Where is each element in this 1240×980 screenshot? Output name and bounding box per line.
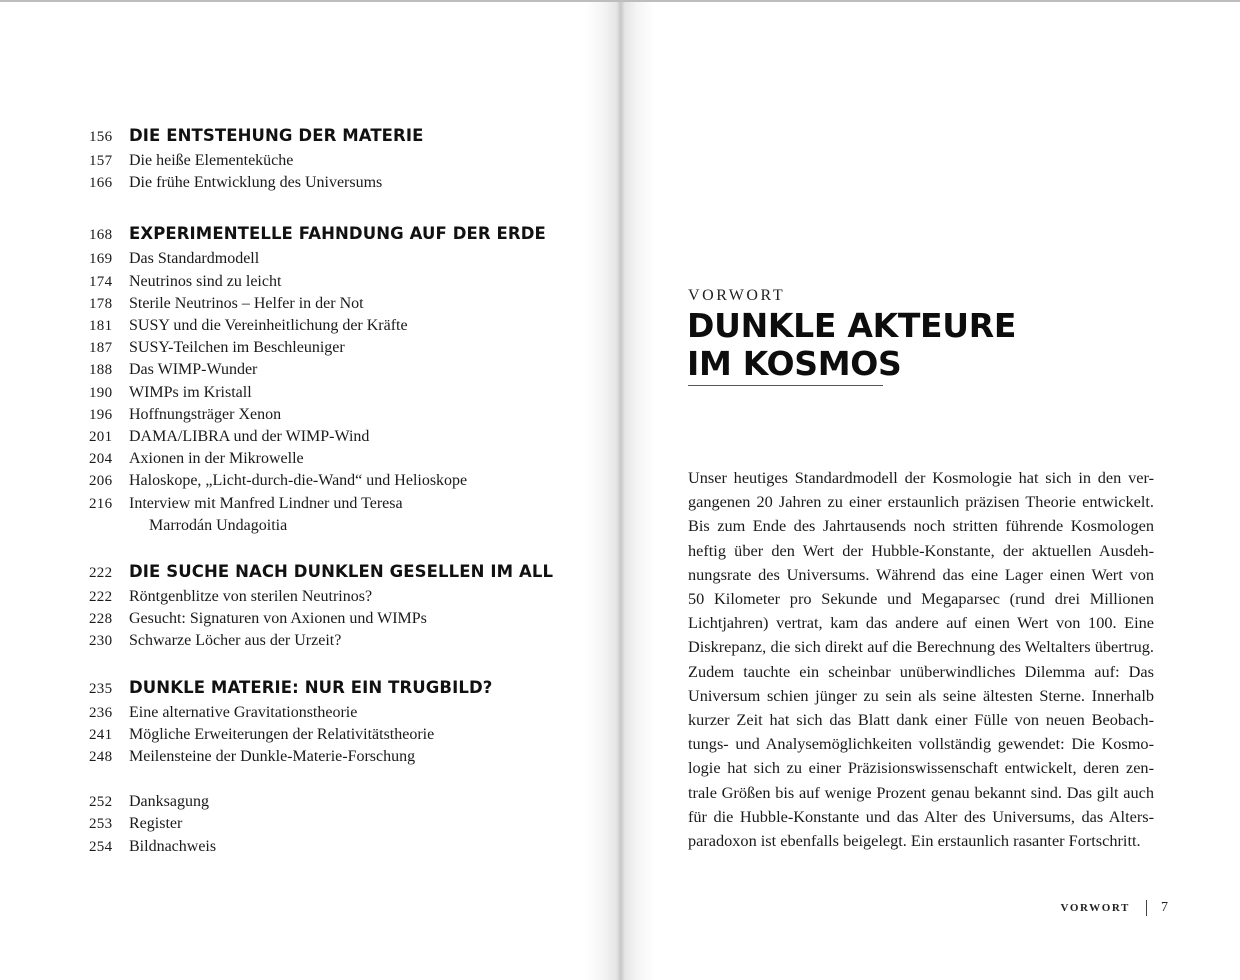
body-text-line: Bis zum Ende des Jahrtausends noch stritten führende Kosmologen xyxy=(688,516,1154,536)
running-head: VORWORT xyxy=(1060,902,1130,914)
toc-entry-title-text: Interview mit Manfred Lindner und Teresa xyxy=(129,494,403,512)
toc-page-number: 235 xyxy=(89,680,113,697)
toc-entry-title xyxy=(129,172,569,194)
toc-entry-title xyxy=(129,470,569,492)
toc-entry[interactable] xyxy=(89,813,569,835)
toc-page-number: 169 xyxy=(89,251,113,268)
toc-entry-title xyxy=(129,337,569,359)
toc-entry-title xyxy=(129,608,569,630)
toc-entry[interactable] xyxy=(89,359,569,381)
toc-page-number: 222 xyxy=(89,565,113,582)
toc-page-number: 157 xyxy=(89,153,113,169)
toc-section-heading[interactable] xyxy=(89,124,569,149)
toc-page-number: 156 xyxy=(89,129,113,145)
toc-page-number: 236 xyxy=(89,704,113,721)
toc-heading-title: DUNKLE MATERIE: NUR EIN TRUGBILD? xyxy=(129,677,493,697)
toc-entry[interactable] xyxy=(89,315,569,337)
toc-entry-title xyxy=(129,836,569,858)
toc-entry-title xyxy=(129,359,569,381)
toc-section xyxy=(89,676,569,769)
toc-heading-title: EXPERIMENTELLE FAHNDUNG AUF DER ERDE xyxy=(129,224,546,244)
toc-section xyxy=(89,560,569,653)
toc-entry[interactable] xyxy=(89,248,569,270)
toc-entry[interactable] xyxy=(89,293,569,315)
toc-page-number: 166 xyxy=(89,175,113,192)
toc-entry-title-text: Das Standardmodell xyxy=(129,250,260,268)
toc-entry[interactable] xyxy=(89,382,569,404)
chapter-title xyxy=(687,307,1016,383)
toc-entry[interactable] xyxy=(89,448,569,470)
toc-entry[interactable] xyxy=(89,426,569,448)
toc-entry-title-text: Sterile Neutrinos – Helfer in der Not xyxy=(129,294,364,312)
toc-entry-title xyxy=(129,382,569,404)
toc-entry[interactable] xyxy=(89,172,569,194)
toc-page-number: 253 xyxy=(89,816,113,833)
chapter-label: VORWORT xyxy=(688,287,786,304)
chapter-title-line-1: DUNKLE AKTEURE xyxy=(687,306,1017,345)
toc-page-number: 252 xyxy=(89,794,113,811)
toc-entry[interactable] xyxy=(89,337,569,359)
toc-entry[interactable] xyxy=(89,724,569,746)
toc-section-heading[interactable] xyxy=(89,560,569,585)
body-text-line: tungs- und Analysemöglichkeiten vollständig gewendet: Die Kosmo- xyxy=(688,734,1154,754)
toc-section xyxy=(89,791,569,858)
toc-section xyxy=(89,222,569,537)
body-text-line: Diskrepanz, die sich direkt auf die Berechnung des Weltalters übertrug. xyxy=(688,637,1154,657)
toc-section xyxy=(89,124,569,194)
page-footer xyxy=(1061,900,1169,916)
toc-entry-title xyxy=(129,271,569,293)
toc-entry-title xyxy=(129,248,569,270)
toc-entry-title-text: Gesucht: Signaturen von Axionen und WIMPs xyxy=(129,610,427,628)
toc-entry-title xyxy=(129,702,569,724)
toc-page-number: 248 xyxy=(89,749,113,766)
toc-entry-title xyxy=(129,746,569,768)
toc-entry[interactable] xyxy=(89,630,569,652)
body-text-line: Universum schien jünger zu sein als seine ältesten Sterne. Innerhalb xyxy=(688,685,1154,705)
page-number: 7 xyxy=(1161,900,1168,915)
toc-entry-title xyxy=(129,791,569,813)
toc-page-number: 228 xyxy=(89,611,113,628)
toc-heading-title: DIE ENTSTEHUNG DER MATERIE xyxy=(129,126,424,145)
toc-page-number: 187 xyxy=(89,340,113,357)
body-text-line: für die Hubble-Konstante und das Alter des Universums, das Alters- xyxy=(688,806,1154,826)
toc-entry-title-text: WIMPs im Kristall xyxy=(129,383,252,401)
toc-page-number: 254 xyxy=(89,838,113,855)
body-text-line: 50 Kilometer pro Sekunde und Megaparsec (rund drei Millionen xyxy=(688,589,1154,609)
toc-heading-title: DIE SUCHE NACH DUNKLEN GESELLEN IM ALL xyxy=(129,562,554,582)
toc-entry[interactable] xyxy=(89,746,569,768)
toc-entry-title-text: Die frühe Entwicklung des Universums xyxy=(129,174,383,192)
toc-entry-title xyxy=(129,586,569,608)
toc-entry[interactable] xyxy=(89,586,569,608)
toc-entry[interactable] xyxy=(89,493,569,537)
title-underline-rule xyxy=(688,385,883,386)
body-text-line: logie hat sich zu einer Präzisionswissenschaft entwickelt, deren zen- xyxy=(688,758,1154,778)
toc-entry-title-text: Hoffnungsträger Xenon xyxy=(129,405,282,423)
toc-entry-title-continuation: Marrodán Undagoitia xyxy=(149,516,288,534)
toc-page-number: 206 xyxy=(89,473,113,490)
toc-entry-title-text: Register xyxy=(129,815,183,833)
toc-page-number: 241 xyxy=(89,726,113,743)
toc-entry-title-text: Schwarze Löcher aus der Urzeit? xyxy=(129,632,342,650)
toc-entry-title-text: Mögliche Erweiterungen der Relativitätstheorie xyxy=(129,725,435,743)
toc-entry-title-text: SUSY und die Vereinheitlichung der Kräfte xyxy=(129,317,408,335)
toc-entry-title xyxy=(129,315,569,337)
toc-section-heading[interactable] xyxy=(89,676,569,701)
toc-page-number: 190 xyxy=(89,384,113,401)
body-text-line: Lichtjahren) vertrat, kam das andere auf einen Wert von 100. Eine xyxy=(688,613,1154,633)
toc-entry[interactable] xyxy=(89,150,569,172)
toc-entry[interactable] xyxy=(89,702,569,724)
footer-separator xyxy=(1146,900,1147,916)
toc-entry-title-text: DAMA/LIBRA und der WIMP-Wind xyxy=(129,428,370,446)
toc-page-number: 222 xyxy=(89,589,113,606)
body-text-line: paradoxon ist ebenfalls beigelegt. Ein erstaunlich rasanter Fortschritt. xyxy=(688,831,1141,851)
toc-entry-title-text: Eine alternative Gravitationstheorie xyxy=(129,703,358,721)
book-gutter-shadow xyxy=(585,2,655,980)
body-text-line: kurzer Zeit hat sich das Blatt dank einer Fülle von neuen Beobach- xyxy=(688,710,1154,730)
toc-entry-title-text: Haloskope, „Licht-durch-die-Wand“ und Helioskope xyxy=(129,472,468,490)
toc-entry-title xyxy=(129,448,569,470)
body-text-line: Unser heutiges Standardmodell der Kosmologie hat sich in den ver- xyxy=(688,468,1154,487)
toc-entry-title-text: SUSY-Teilchen im Beschleuniger xyxy=(129,339,345,357)
toc-entry[interactable] xyxy=(89,271,569,293)
toc-entry-title xyxy=(129,293,569,315)
toc-entry[interactable] xyxy=(89,791,569,813)
toc-entry-title-text: Axionen in der Mikrowelle xyxy=(129,450,304,468)
toc-page-number: 174 xyxy=(89,273,113,290)
toc-entry-title xyxy=(129,150,569,172)
toc-page-number: 204 xyxy=(89,451,113,468)
toc-entry-title-text: Meilensteine der Dunkle-Materie-Forschung xyxy=(129,748,416,766)
toc-entry-title-text: Die heiße Elementeküche xyxy=(129,152,294,169)
body-text-line: nungsrate des Universums. Während das eine Lager einen Wert von xyxy=(688,564,1154,584)
left-page-toc xyxy=(0,0,610,980)
toc-page-number: 168 xyxy=(89,227,113,244)
table-of-contents xyxy=(89,124,569,881)
toc-page-number: 196 xyxy=(89,406,113,423)
toc-entry-title-text: Bildnachweis xyxy=(129,837,217,855)
toc-entry-title xyxy=(129,630,569,652)
toc-entry-title xyxy=(129,404,569,426)
toc-page-number: 181 xyxy=(89,318,113,335)
toc-entry-title xyxy=(129,426,569,448)
toc-entry[interactable] xyxy=(89,608,569,630)
body-text-line: Zudem tauchte ein scheinbar unüberwindliches Dilemma auf: Das xyxy=(688,661,1154,681)
toc-entry-title xyxy=(129,813,569,835)
toc-page-number: 216 xyxy=(89,495,113,512)
toc-entry-title-text: Das WIMP-Wunder xyxy=(129,361,258,379)
toc-page-number: 178 xyxy=(89,295,113,312)
toc-entry-title xyxy=(129,493,569,537)
toc-entry-title-text: Neutrinos sind zu leicht xyxy=(129,272,282,290)
right-page-foreword xyxy=(630,0,1240,980)
chapter-title-line-2: IM KOSMOS xyxy=(687,344,902,383)
toc-entry[interactable] xyxy=(89,836,569,858)
toc-entry[interactable] xyxy=(89,470,569,492)
toc-entry-title xyxy=(129,724,569,746)
toc-entry-title-text: Danksagung xyxy=(129,793,209,811)
toc-page-number: 188 xyxy=(89,362,113,379)
toc-entry-title-text: Röntgenblitze von sterilen Neutrinos? xyxy=(129,588,373,606)
body-text-line: gangenen 20 Jahren zu einer erstaunlich präzisen Theorie entwickelt. xyxy=(688,492,1154,512)
toc-section-heading[interactable] xyxy=(89,222,569,247)
body-text-line: trale Größen bis auf wenige Prozent genau bekannt sind. Das gilt auch xyxy=(688,782,1154,802)
body-text-line: heftig über den Wert der Hubble-Konstante, der aktuellen Ausdeh- xyxy=(688,540,1154,560)
toc-entry[interactable] xyxy=(89,404,569,426)
toc-page-number: 201 xyxy=(89,429,113,446)
toc-page-number: 230 xyxy=(89,633,113,650)
foreword-body-paragraph xyxy=(688,466,1154,853)
